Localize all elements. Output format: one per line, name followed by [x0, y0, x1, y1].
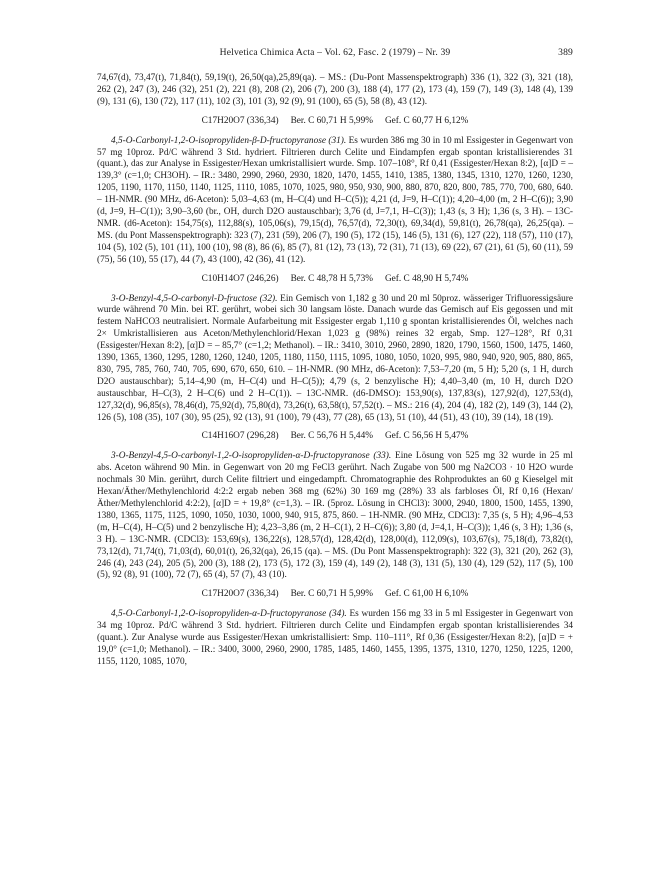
analysis-formula: C14H16O7 (296,28) [201, 431, 279, 442]
compound-paragraph [97, 451, 573, 582]
analysis-found: Gef. C 60,77 H 6,12% [384, 115, 469, 126]
article-body [97, 73, 573, 669]
elemental-analysis [97, 274, 573, 286]
paragraph-text: Eine Lösung von 525 mg 32 wurde in 25 ml abs. Aceton während 90 Min. in Gegenwart von 20 mg FeCl3 gerührt. Nach Zugabe von 500 mg Na2CO3 · 10 H2O wurde nochmals 30 Min. gerührt, durch Celite filtriert und eingedampft. Chromatographie des Rohproduktes an 60 g Kieselgel mit Hexan/Äther/Methylenchlorid 4:2:2 ergab neben 368 mg (62%) 30 169 mg (28%) 33 als farbloses Öl, Rf 0,16 (Hexan/Äther/Methylenchlorid 4:2:2), [α]D = + 19,8° (c=1,3). – IR. (5proz. Lösung in CHCl3): 3000, 2940, 1800, 1500, 1455, 1390, 1380, 1365, 1175, 1125, 1090, 1050, 1030, 1000, 940, 915, 875, 860. – 1H-NMR. (90 MHz, CDCl3): 7,35 (s, 5 H); 4,96–4,53 (m, H–C(4), H–C(5) und 2 benzylische H); 4,23–3,86 (m, 2 H–C(1), 2 H–C(6)); 3,80 (d, J=4,1, H–C(3)); 1,46 (s, 3 H); 1,36 (s, 3 H). – 13C-NMR. (CDCl3): 153,69(s), 136,22(s), 128,57(d), 128,42(d), 128,00(d), 112,09(s), 103,67(s), 75,18(d), 73,82(t), 73,12(d), 71,74(t), 71,03(d), 60,01(t), 26,32(qa), 26,15 (qa). – MS. (Du Pont Massenspektrograph): 322 (3), 321 (20), 262 (3), 246 (4), 243 (24), 205 (5), 200 (3), 188 (2), 173 (5), 172 (3), 159 (4), 149 (2), 148 (3), 131 (5), 130 (4), 129 (52), 117 (5), 100 (5), 92 (8), 91 (100), 72 (7), 65 (4), 57 (7), 43 (10). [97, 451, 573, 581]
analysis-formula: C10H14O7 (246,26) [201, 273, 279, 284]
analysis-found: Gef. C 56,56 H 5,47% [384, 431, 469, 442]
paragraph-text: Ein Gemisch von 1,182 g 30 und 20 ml 50proz. wässeriger Trifluoressigsäure wurde während 70 Min. bei RT. gerührt, wobei sich 30 langsam löste. Danach wurde das Gemisch auf Eis gegossen und mit festem NaHCO3 neutralisiert. Normale Aufarbeitung mit Essigester ergab 1,110 g spontan kristallisierendes Öl, welches nach 2× Umkristallisieren aus Aceton/Methylenchlorid/Hexan 1,023 g (98%) reines 32 ergab, Smp. 127–128°, Rf 0,31 (Essigester/Hexan 8:2), [α]D = – 85,7° (c=1,2; Methanol). – IR.: 3410, 3010, 2960, 2890, 1820, 1790, 1560, 1500, 1475, 1460, 1390, 1365, 1360, 1295, 1280, 1260, 1240, 1205, 1180, 1150, 1115, 1095, 1080, 1050, 1020, 995, 980, 940, 920, 905, 880, 865, 830, 795, 785, 760, 740, 705, 690, 670, 650, 610. – 1H-NMR. (90 MHz, d6-Aceton): 7,53–7,20 (m, 5 H); 5,20 (s, 1 H, durch D2O austauschbar); 5,14–4,90 (m, H–C(4) und H–C(5)); 4,79 (s, 2 benzylische H); 4,40–3,40 (m, 10 H, durch D2O austauschbar, H–C(3), 2 H–C(6) und 2 H–C(1)). – 13C-NMR. (d6-DMSO): 153,90(s), 137,83(s), 127,92(d), 127,53(d), 127,32(d), 96,85(s), 78,46(d), 75,92(d), 75,80(d), 73,26(t), 63,58(t), 57,52(t). – MS.: 216 (4), 204 (4), 182 (2), 149 (3), 144 (2), 126 (5), 108 (35), 107 (30), 95 (25), 92 (13), 91 (100), 79 (43), 77 (28), 65 (13), 51 (10), 44 (51), 43 (10), 39 (14), 18 (19). [97, 293, 573, 423]
compound-title: 3-O-Benzyl-4,5-O-carbonyl-D-fructose (32). [111, 293, 278, 304]
analysis-found: Gef. C 61,00 H 6,10% [384, 589, 469, 600]
journal-title: Helvetica Chimica Acta – Vol. 62, Fasc. 2 (1979) – Nr. 39 [219, 47, 451, 58]
paragraph-text: 74,67(d), 73,47(t), 71,84(t), 59,19(t), 26,50(qa),25,89(qa). – MS.: (Du-Pont Massenspektrograph) 336 (1), 322 (3), 321 (18), 262 (2), 247 (3), 246 (32), 251 (2), 221 (8), 208 (2), 206 (7), 200 (3), 188 (4), 177 (2), 173 (4), 159 (7), 149 (3), 148 (4), 139 (9), 131 (6), 130 (72), 117 (11), 102 (3), 101 (3), 92 (9), 91 (100), 65 (5), 58 (8), 43 (12). [97, 73, 573, 107]
elemental-analysis [97, 431, 573, 443]
analysis-formula: C17H20O7 (336,34) [201, 115, 279, 126]
compound-paragraph [97, 136, 573, 267]
compound-title: 3-O-Benzyl-4,5-O-carbonyl-1,2-O-isopropyliden-α-D-fructopyranose (33). [111, 451, 392, 462]
compound-paragraph [97, 294, 573, 425]
running-head [97, 47, 573, 61]
paragraph-text: Es wurden 386 mg 30 in 10 ml Essigester in Gegenwart von 57 mg 10proz. Pd/C während 3 Std. hydriert. Filtrieren durch Celite und Eindampfen ergab spontan kristallisierendes 31 (quant.), das zur Analyse in Essigester/Hexan umkristallisiert wurde. Smp. 107–108°, Rf 0,41 (Essigester/Hexan 8:2), [α]D = – 139,3° (c=1,0; CH3OH). – IR.: 3480, 2990, 2960, 2930, 1820, 1470, 1455, 1410, 1385, 1380, 1345, 1310, 1270, 1260, 1230, 1205, 1190, 1170, 1150, 1140, 1125, 1110, 1085, 1070, 1025, 980, 950, 930, 900, 880, 870, 820, 800, 785, 770, 700, 680, 640. – 1H-NMR. (90 MHz, d6-Aceton): 5,03–4,63 (m, H–C(4) und H–C(5)); 4,21 (d, J=9, H–C(1)); 4,20–4,00 (m, 2 H–C(6)); 3,90 (d, J=9, H–C(1)); 3,90–3,60 (br., OH, durch D2O austauschbar); 3,76 (d, J=7,1, H–C(3)); 1,43 (s, 3 H); 1,36 (s, 3 H). – 13C-NMR. (d6-Aceton): 154,75(s), 112,88(s), 105,06(s), 79,15(d), 76,57(d), 72,30(t), 69,34(d), 59,81(t), 26,78(qa), 26,25(qa). – MS. (du Pont Massenspektrograph): 323 (7), 231 (59), 206 (7), 190 (5), 172 (15), 146 (5), 131 (6), 127 (22), 118 (57), 110 (17), 104 (5), 102 (5), 101 (11), 100 (10), 98 (8), 86 (6), 85 (7), 81 (12), 73 (13), 72 (31), 71 (13), 69 (22), 67 (21), 61 (5), 60 (11), 59 (75), 56 (10), 55 (17), 44 (7), 43 (100), 42 (36), 41 (12). [97, 135, 573, 265]
page-number: 389 [558, 47, 573, 58]
analysis-calc: Ber. C 60,71 H 5,99% [290, 115, 373, 126]
elemental-analysis [97, 589, 573, 601]
compound-title: 4,5-O-Carbonyl-1,2-O-isopropyliden-β-D-fructopyranose (31). [111, 135, 347, 146]
compound-title: 4,5-O-Carbonyl-1,2-O-isopropyliden-α-D-fructopyranose (34). [111, 609, 347, 620]
compound-paragraph [97, 609, 573, 669]
paragraph-text: Es wurden 156 mg 33 in 5 ml Essigester in Gegenwart von 34 mg 10proz. Pd/C während 3 Std. hydriert. Filtrieren durch Celite und Eindampfen ergab spontan kristallisierendes 34 (quant.). Zur Analyse wurde aus Essigester/Hexan umkristallisiert: Smp. 110–111°, Rf 0,36 (Essigester/Hexan 8:2), [α]D = + 19,0° (c=1,0; Methanol). – IR.: 3400, 3000, 2960, 2900, 1785, 1485, 1460, 1455, 1395, 1375, 1310, 1270, 1250, 1225, 1200, 1155, 1120, 1085, 1070, [97, 609, 573, 667]
analysis-calc: Ber. C 60,71 H 5,99% [290, 589, 373, 600]
elemental-analysis [97, 116, 573, 128]
analysis-calc: Ber. C 48,78 H 5,73% [290, 273, 373, 284]
continued-paragraph [97, 73, 573, 109]
analysis-found: Gef. C 48,90 H 5,74% [384, 273, 469, 284]
analysis-formula: C17H20O7 (336,34) [201, 589, 279, 600]
analysis-calc: Ber. C 56,76 H 5,44% [290, 431, 373, 442]
